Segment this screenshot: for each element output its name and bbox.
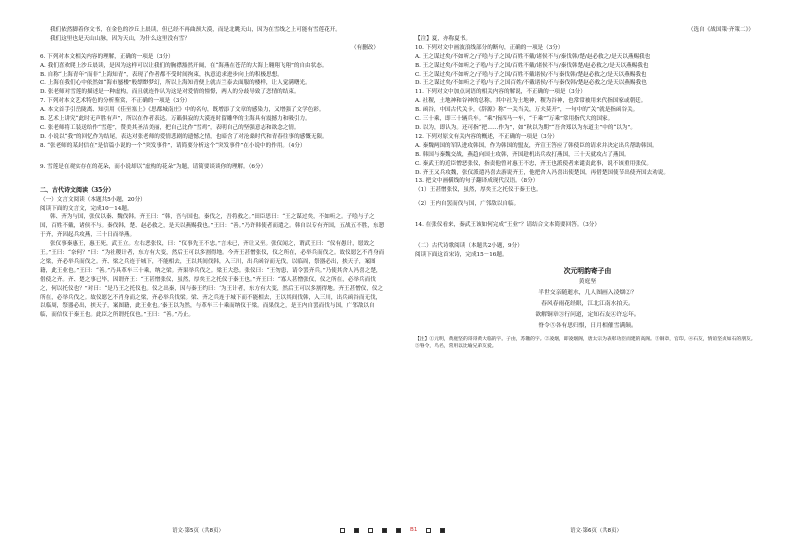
passage-source: （选自《战国策·齐策二》） bbox=[687, 27, 754, 33]
page-marker: B1 bbox=[410, 527, 418, 533]
option-11d: D. 以为，即认为。还可指“把……作为”，如“秋以为期”“吾舍郑以为东道主”中的“以为”。 bbox=[415, 124, 636, 131]
option-12b: B. 韩国与秦魏交战，燕趋向国士攻韩，齐国趁机出兵攻打燕国，三十天就攻占了燕国。 bbox=[415, 151, 630, 158]
question-7: 7. 下列对本文艺术特色的分析鉴赏，不正确的一项是（3分） bbox=[40, 98, 191, 105]
option-12c: C. 秦武王的近臣憎恶张仪，指责他曾对惠王不忠，齐王也派使者来谴责此事，说不该重用张仪。 bbox=[415, 160, 652, 167]
option-12a: A. 秦魏两国的军队进攻韩国，作为韩国的盟友，齐宣王答应了韩使臣的请求并决定出兵帮助韩国。 bbox=[415, 142, 658, 149]
option-7a: A. 本文首手引岳陇离、知引用《佳至塞上》《思都城南庄》中的名句，既增添了文章的感染力，又增强了文学色彩。 bbox=[40, 107, 325, 114]
option-6c: C. 上海在我们心中依然如“海市蜃楼”般缥缈梦幻，所以上海知青便上就吉兰泰去面服的楼样，让人觉满曙光。 bbox=[40, 80, 311, 87]
page-number-left: 语文·第5页（共8页） bbox=[172, 528, 224, 534]
poem-line: 春风春雨花经眼，江北江南水拍天。 bbox=[541, 300, 634, 307]
page-footer bbox=[0, 526, 794, 536]
question-9: 9. 雪莲是在观实存在的花朵，而小说却以“虚构的花朵”为题，请简要谈谈你的理解。（6分） bbox=[40, 163, 267, 170]
question-6: 6. 下列对本文相关内容的理解，正确的一项是（3分） bbox=[40, 53, 174, 60]
poem-annotation: 【注】①元明，黄庭坚的哥哥黄大临的字。子由，苏辙的字。②凌烟，即凌烟阁，唐太宗为表彰功臣而建的高阁。③铜章，官印。④石友，情谊坚贞如石的朋友。⑤脊令，鸟名，常用以比喻兄弟友爱。 bbox=[415, 336, 756, 350]
reading-instruction: 阅读下面这首宋诗，完成15－16题。 bbox=[415, 251, 508, 258]
poem-line: 欲解铜章③行问道，定知石友④许忘年。 bbox=[535, 311, 640, 318]
question-14: 14. 在张仪看来，秦武王该如何完成“王业”？请结合文本简要回答。（3分） bbox=[415, 222, 600, 229]
poem-line: 脊令⑤各有思归恨，日月相催雪满颠。 bbox=[538, 322, 637, 329]
source-note: （有删改） bbox=[351, 44, 379, 51]
filled-square-mark-icon bbox=[382, 528, 387, 533]
poem-title: 次元明韵寄子由 bbox=[563, 266, 612, 275]
question-8: 8. “张老师的某封信在”是信篇小说的一个“突发事件”，请简要分析这个“突发事件”在小说中的作用。（4分） bbox=[40, 142, 306, 149]
intro-paragraph: 我们依然脚着你文书，在金色的沙丘上晨读，但已经不再曲颈大漠，而是北眺天山，因为在雪线之上可能有雪莲花开。 bbox=[50, 27, 341, 33]
option-12d: D. 齐王又兵攻魏，张仪派遣冯喜去游说齐王，他把舍人冯喜出使楚国，再借楚国使节出使齐国去劝说。 bbox=[415, 169, 669, 176]
option-11b: B. 函谷，中国古代关卡，《辞源》称“一关当关，万夫莫开”，一句中的“关”就是指函谷关。 bbox=[415, 107, 639, 114]
option-7d: D. 小说以“我”的回忆作为结尾，表达对张老师的爱情悲剧的遗憾之情，也暗含了对沧桑时代和青春往事的感慨无限。 bbox=[40, 133, 328, 140]
print-registration-marks bbox=[340, 527, 445, 533]
passage-paragraph: 韩、齐为与国，张仪以秦、魏伐韩。齐王曰：“韩，吾与国也。秦伐之，吾将救之。”田臣思曰：“王之谋过矣，不如听之。子哙与子之国，百姓不戴，诸侯不与。秦伐韩，楚、赵必救之，是天以燕赐我也。”王曰：“善。”乃许韩使者而遣之。韩自以专有齐国，五战五不胜，东愬于齐，齐因起兵攻燕，三十日而举燕。 bbox=[40, 214, 385, 239]
filled-square-mark-icon bbox=[396, 528, 401, 533]
option-7b: B. 艺术上讲究“此时无声胜有声”，所以在作者表达。万籁俱寂的大漠连时留雕华的主海具有震撼力和吸引力。 bbox=[40, 116, 311, 123]
filled-square-mark-icon bbox=[354, 528, 359, 533]
subsection-heading: （二）古代诗歌阅读（本题共2小题，9分） bbox=[415, 243, 523, 250]
question-13-item: （1）王甚憎张仪，虽然，厚矣王之托仪于秦王也。 bbox=[415, 187, 542, 194]
option-10d: D. 王之谋过矣/不如听之子哙/与子之国百姓/不戴诸侯/不与秦伐韩/楚赵必救之/是天以燕赐我也 bbox=[415, 80, 647, 87]
annotation: 【注】夏，亦称夏书。 bbox=[415, 35, 471, 42]
poem-line: 半世交亲随逝水，几人图画入凌烟②？ bbox=[538, 289, 637, 296]
subsection-heading: （一）文言文阅读（本题共5小题，20分） bbox=[40, 196, 146, 203]
option-10c: C. 王之谋过矣/不如听之/子哙与子之国/百姓不戴诸侯/不与秦伐韩/楚赵必救之/是天以燕赐我也 bbox=[415, 71, 647, 78]
option-6b: B. 自称“上海青年”而非“上海知青”，表现了作者都不受时间拘束，执意追求进步向上的积极思想。 bbox=[40, 71, 283, 78]
question-12: 12. 下列对原文有关内容的概述，不正确的一项是（3分） bbox=[415, 133, 558, 140]
section-heading: 二、古代诗文阅读（35分） bbox=[40, 186, 115, 194]
question-13: 13. 把文中画横线的句子翻译成现代汉语。（8分） bbox=[415, 178, 539, 185]
poem-author: 黄庭坚 bbox=[578, 278, 597, 285]
option-6a: A. 我们喜欢爬上沙丘晨读，是因为这样可以让我们的胸襟豁然开阔，在“海燕在苍茫的大海上翱翔飞翔”的自由状态。 bbox=[40, 62, 328, 69]
question-13-item: （2）王内自罢而伐与国，广邻敌以自临。 bbox=[415, 201, 520, 208]
option-6d: D. 张老师对雪莲的描述是一种虚构，而且就连作认为这是对爱情的憧憬，两人的分歧导致了恋情的结束。 bbox=[40, 89, 300, 96]
option-10a: A. 王之谋过矣/不如听之/子哙与子之国/百姓不戴/诸侯不与/秦伐韩/楚/赵必救之/是天以燕赐我也 bbox=[415, 53, 651, 60]
square-mark-icon bbox=[426, 528, 431, 533]
square-mark-icon bbox=[368, 528, 373, 533]
intro-paragraph: 我们这里也是天山山脉，因为天山，为什么这里没有雪？ bbox=[50, 35, 190, 42]
filled-square-mark-icon bbox=[440, 528, 445, 533]
option-11a: A. 社稷，土地神和谷神的总称。其中社为土地神，稷为谷神，也常常被用来代指国家或朝廷。 bbox=[415, 98, 647, 105]
square-mark-icon bbox=[340, 528, 345, 533]
option-7c: C. 张老师将工装送给作“雪莲”，赞美其圣洁美丽，把自己比作“雪鸡”，表明自己的坚强意志和欲念之情。 bbox=[40, 124, 300, 131]
question-10: 10. 下列对文中画波浪线部分的断句，正确的一项是（3分） bbox=[415, 44, 564, 51]
right-page bbox=[397, 0, 794, 544]
passage-paragraph: 张仪事秦惠王，惠王死，武王立。左右恶张仪，曰：“仪事先王不忠。”言未已，齐让又至。张仪闻之，谓武王曰：“仪有愚计，愿效之王。”王曰：“奈何？”曰：“为社稷计者，东方有大变，然后王可以多割得地。今齐王甚憎张仪，仪之所在，必举兵而伐之。故仪愿乞不肖身而之梁，齐必举兵而伐之。齐、梁之兵连于城下，不能相去，王以其间伐韩，入三川，出兵函谷而无伐，以临周，祭器必出，挟天子，案图籍，此王业也。”王曰：“善。”乃具革车三十乘，纳之梁。齐果举兵伐之。梁王大恐。张仪曰：“王勿患，请令罢齐兵。”乃使其舍人冯喜之楚，借使之齐。齐、楚之事已毕，因谓齐王：“王甚憎张仪，虽然，厚矣王之托仪于秦王也。”齐王曰：“寡人甚憎张仪，仪之所在，必举兵而伐之，何以托仪也？”对曰：“是乃王之托仪也。仪之出秦，因与秦王约曰：‘为王计者，东方有大变，然后王可以多割得地。齐王甚憎仪，仪之所在，必举兵伐之。故仪愿乞不肖身而之梁，齐必举兵伐梁。梁、齐之兵连于城下而不能相去，王以其间伐韩，入三川，出兵函谷而无伐，以临周，祭器必出，挟天子，案图籍，此王业也。’秦王以为然，与革车三十乘而纳仪于梁。而果伐之，是王内自罢而伐与国，广邻敌以自临，而信仪于秦王也。此臣之所谓托仪也。”王曰：“善。”乃止。 bbox=[40, 241, 385, 319]
option-10b: B. 王之谋过矣/不如听之子哙/与子之国/百姓不戴/诸侯不与/秦伐韩楚/赵必救之/是天以燕赐我也 bbox=[415, 62, 649, 69]
question-11: 11. 下列对文中加点词语的相关内容的解说，不正确的一项是（3分） bbox=[415, 89, 586, 96]
option-11c: C. 三十乘，即三十辆兵车。“乘”指四马一车，“千乘”“万乘”常用指代大的国家。 bbox=[415, 116, 614, 123]
page-number-right: 语文·第6页（共8页） bbox=[570, 528, 622, 534]
reading-instruction: 阅读下面的文言文，完成10－14题。 bbox=[40, 205, 133, 212]
